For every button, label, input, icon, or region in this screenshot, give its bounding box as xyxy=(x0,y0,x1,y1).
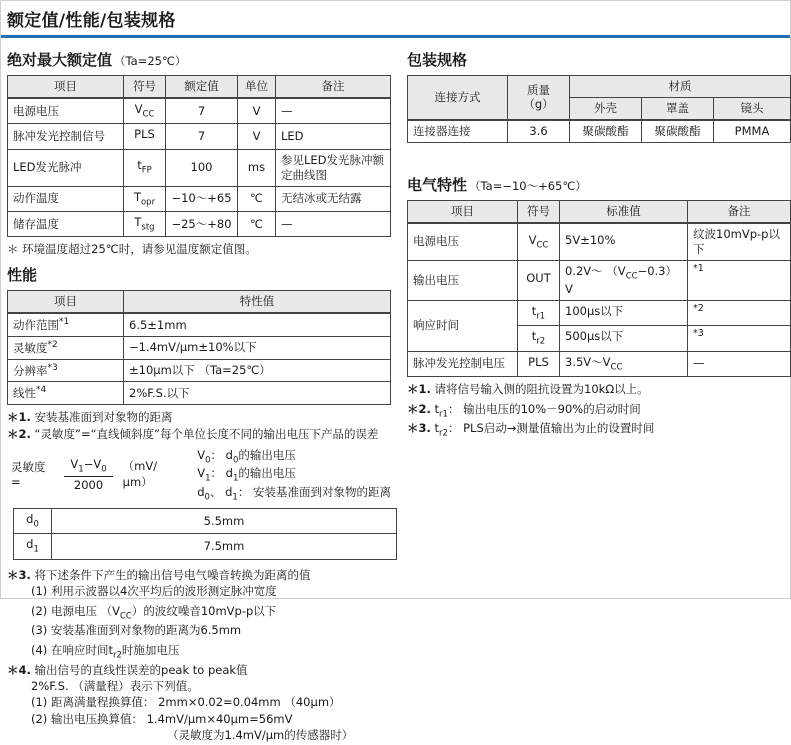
electrical-notes xyxy=(407,382,791,440)
cell-item: 动作温度 xyxy=(8,186,124,211)
cell-standard: 5V±10% xyxy=(560,223,688,260)
cell-mass: 3.6 xyxy=(508,120,570,142)
cell-remark: — xyxy=(276,98,391,124)
cell-item: LED发光脉冲 xyxy=(8,149,124,186)
performance-table xyxy=(7,290,391,405)
cell-standard: 500μs以下 xyxy=(560,326,688,351)
note-1: ＊1. 请将信号输入侧的阻抗设置为10kΩ以上。 xyxy=(407,381,649,396)
formula-fraction xyxy=(60,457,116,491)
cell-item: 电源电压 xyxy=(408,223,518,260)
definition-line: $V_0$： $d_0$的输出电压 xyxy=(197,448,296,466)
cell-item: 分辨率$^{*3}$ xyxy=(8,359,124,382)
note-3: ＊3. $t_{r2}$： PLS启动→测量值输出为止的设置时间 xyxy=(407,421,655,439)
note-1: ＊1. 安装基准面到对象物的距离 xyxy=(7,410,173,425)
cell-item: 动作范围$^{*1}$ xyxy=(8,313,124,336)
electrical-table xyxy=(407,200,791,377)
cell-standard: $3.5V\sim V_{CC}$ xyxy=(560,351,688,376)
cell-symbol: $T_{stg}$ xyxy=(124,211,166,236)
col-header-rating: 额定值 xyxy=(166,76,238,98)
table-row xyxy=(8,149,391,186)
cell-rating: 7 xyxy=(166,98,238,124)
electrical-header-row xyxy=(408,200,791,222)
cell-remark: *3 xyxy=(688,326,791,351)
col-header-mass: 质量 （g） xyxy=(508,76,570,120)
abs-max-table xyxy=(7,75,391,237)
abs-max-heading-text: 绝对最大额定值 xyxy=(7,51,113,69)
note-3-item: (1) 利用示波器以4次平均后的波形测定脉冲宽度 xyxy=(31,583,277,598)
performance-notes xyxy=(7,410,391,744)
cell-characteristic: −1.4mV/μm±10%以下 xyxy=(124,336,391,359)
definition-line: $V_1$： $d_1$的输出电压 xyxy=(197,466,296,484)
cell-symbol: $t_{r2}$ xyxy=(518,326,560,351)
note-2: ＊2. “灵敏度”=“直线倾斜度”每个单位长度不同的输出电压下产品的误差 xyxy=(7,426,379,441)
left-column xyxy=(7,42,391,745)
col-header-symbol: 符号 xyxy=(518,200,560,222)
cell-symbol: PLS xyxy=(518,351,560,376)
cell-item: 输出电压 xyxy=(408,260,518,300)
cell-connection: 连接器连接 xyxy=(408,120,508,142)
packaging-header-row-1 xyxy=(408,76,791,98)
note-4-tail: （灵敏度为1.4mV/μm的传感器时） xyxy=(167,728,354,743)
right-column xyxy=(407,42,791,745)
table-row xyxy=(8,336,391,359)
cell-remark: 纹波10mVp-p以下 xyxy=(688,223,791,260)
formula-numerator: $V_1-V_0$ xyxy=(70,457,107,475)
cell-d1-value: 7.5mm xyxy=(52,534,397,559)
two-column-layout xyxy=(1,38,790,745)
abs-max-header-row xyxy=(8,76,391,98)
cell-symbol: $V_{CC}$ xyxy=(124,98,166,124)
col-header-item: 项目 xyxy=(8,76,124,98)
cell-item: 灵敏度$^{*2}$ xyxy=(8,336,124,359)
table-row xyxy=(8,359,391,382)
packaging-table xyxy=(407,75,791,143)
electrical-heading-text: 电气特性 xyxy=(407,175,468,194)
table-row xyxy=(8,313,391,336)
col-header-item: 项目 xyxy=(8,291,124,313)
table-row xyxy=(408,120,791,142)
spacer xyxy=(407,143,791,167)
performance-header-row xyxy=(8,291,391,313)
abs-max-heading xyxy=(7,49,391,70)
cell-d1-symbol: $d_1$ xyxy=(14,534,52,559)
cell-item: 储存温度 xyxy=(8,211,124,236)
cell-d0-symbol: $d_0$ xyxy=(14,508,52,533)
distance-table xyxy=(13,508,397,560)
formula-lhs: 灵敏度 = xyxy=(11,460,46,490)
col-header-remark: 备注 xyxy=(276,76,391,98)
cell-remark: — xyxy=(688,351,791,376)
col-header-unit: 单位 xyxy=(238,76,276,98)
note-3-item: (2) 电源电压 $(V_{CC})$的波纹噪音10mVp-p以下 xyxy=(31,603,277,621)
performance-heading: 性能 xyxy=(7,266,38,285)
col-header-lens: 镜头 xyxy=(714,97,791,119)
cell-rating: 100 xyxy=(166,149,238,186)
definition-line: $d_0$、 $d_1$： 安装基准面到对象物的距离 xyxy=(197,484,391,502)
formula-unit: （mV/μm） xyxy=(122,459,158,490)
cell-item: 响应时间 xyxy=(408,300,518,351)
cell-unit: ms xyxy=(238,149,276,186)
cell-unit: V xyxy=(238,124,276,149)
cell-symbol: $t_{FP}$ xyxy=(124,149,166,186)
cell-standard: 100μs以下 xyxy=(560,300,688,325)
note-4: ＊4. 输出信号的直线性误差的peak to peak值 xyxy=(7,662,248,677)
cell-case: 聚碳酸酯 xyxy=(570,120,642,142)
cell-remark: LED xyxy=(276,124,391,149)
cell-symbol: $t_{r1}$ xyxy=(518,300,560,325)
abs-max-condition: （Ta=25℃） xyxy=(114,54,187,68)
table-row xyxy=(8,186,391,211)
table-row xyxy=(408,223,791,260)
electrical-condition: （Ta=−10～+65℃） xyxy=(469,178,587,193)
note-4-item: (2) 输出电压换算值： 1.4mV/μm×40μm=56mV xyxy=(31,711,293,726)
cell-rating: −25～+80 xyxy=(166,211,238,236)
table-row xyxy=(8,98,391,124)
cell-symbol: $V_{CC}$ xyxy=(518,223,560,260)
cell-symbol: PLS xyxy=(124,124,166,149)
note-4-item: (1) 距离满量程换算值： 2mm×0.02=0.04mm （40μm） xyxy=(31,695,341,710)
note-4-line: 2%F.S. （满量程）表示下列值。 xyxy=(31,679,199,694)
table-row xyxy=(408,300,791,325)
formula-definitions xyxy=(197,447,391,502)
table-row xyxy=(408,351,791,376)
cell-item: 线性$^{*4}$ xyxy=(8,382,124,405)
cell-remark: — xyxy=(276,211,391,236)
electrical-heading xyxy=(407,174,791,195)
col-header-cover: 罩盖 xyxy=(642,97,714,119)
table-row xyxy=(408,260,791,300)
cell-standard: 0.2V～ $(V_{CC}-0.3)V$ xyxy=(560,260,688,300)
cell-lens: PMMA xyxy=(714,120,791,142)
cell-symbol: OUT xyxy=(518,260,560,300)
cell-unit: V xyxy=(238,98,276,124)
note-2: ＊2. $t_{r1}$： 输出电压的10%－90%的启动时间 xyxy=(407,401,641,419)
cell-symbol: $T_{opr}$ xyxy=(124,186,166,211)
cell-rating: −10～+65 xyxy=(166,186,238,211)
cell-cover: 聚碳酸酯 xyxy=(642,120,714,142)
cell-characteristic: 2%F.S.以下 xyxy=(124,382,391,405)
cell-remark: 无结冰或无结露 xyxy=(276,186,391,211)
packaging-heading: 包装规格 xyxy=(407,51,468,69)
cell-remark: *2 xyxy=(688,300,791,325)
col-header-connection: 连接方式 xyxy=(408,76,508,120)
sensitivity-formula xyxy=(11,447,391,502)
cell-item: 脉冲发光控制信号 xyxy=(8,124,124,149)
col-header-case: 外壳 xyxy=(570,97,642,119)
abs-max-footnote: ＊ 环境温度超过25℃时，请参见温度额定值图。 xyxy=(7,242,257,257)
col-header-characteristic: 特性值 xyxy=(124,291,391,313)
cell-characteristic: 6.5±1mm xyxy=(124,313,391,336)
table-row xyxy=(14,534,397,559)
col-header-material: 材质 xyxy=(570,76,791,98)
cell-rating: 7 xyxy=(166,124,238,149)
col-header-standard: 标准值 xyxy=(560,200,688,222)
table-row xyxy=(8,124,391,149)
table-row xyxy=(8,211,391,236)
table-row xyxy=(14,508,397,533)
col-header-remark: 备注 xyxy=(688,200,791,222)
page-title: 额定值/性能/包装规格 xyxy=(7,11,176,31)
cell-remark: *1 xyxy=(688,260,791,300)
cell-remark: 参见LED发光脉冲额定曲线图 xyxy=(276,149,391,186)
cell-item: 脉冲发光控制电压 xyxy=(408,351,518,376)
cell-d0-value: 5.5mm xyxy=(52,508,397,533)
cell-item: 电源电压 xyxy=(8,98,124,124)
note-3: ＊3. 将下述条件下产生的输出信号电气噪音转换为距离的值 xyxy=(7,567,311,582)
col-header-item: 项目 xyxy=(408,200,518,222)
cell-unit: ℃ xyxy=(238,211,276,236)
note-3-item: (3) 安装基准面到对象物的距离为6.5mm xyxy=(31,623,242,638)
cell-characteristic: ±10μm以下 （Ta=25℃） xyxy=(124,359,391,382)
formula-denominator: 2000 xyxy=(64,476,113,492)
cell-unit: ℃ xyxy=(238,186,276,211)
col-header-symbol: 符号 xyxy=(124,76,166,98)
note-3-item: (4) 在响应时间$t_{r2}$时施加电压 xyxy=(31,643,180,661)
table-row xyxy=(8,382,391,405)
